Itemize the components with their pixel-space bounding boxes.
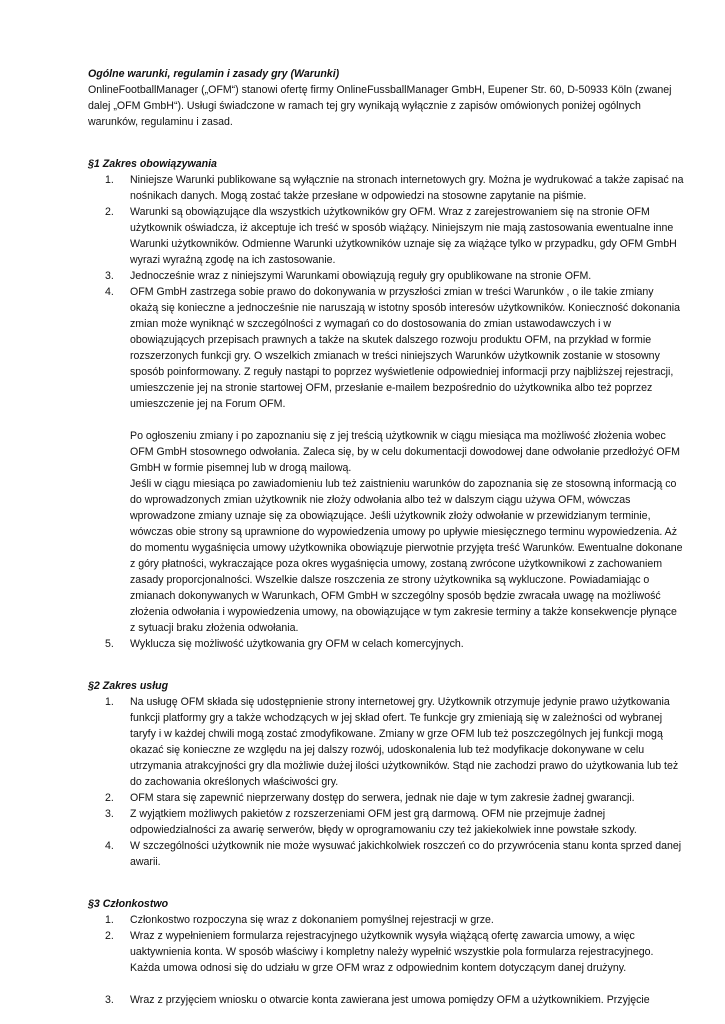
item-number: 3. [105, 808, 114, 820]
item-continuation: Jeśli w ciągu miesiąca po zawiadomieniu lub też zaistnieniu warunków do zapoznania się ze stosowną informacją co do wprowadzonych zmian użytkownik nie złoży odwołania albo też w dalszym ciągu używa OFM, wówczas wprowadzone zmiany uznaje się za obowiązujące. Jeśli użytkownik złoży odwołanie w przewidzianym terminie, wówczas obie strony są uprawnione do wypowiedzenia umowy po upływie miesięcznego terminu wypowiedzenia. Aż do momentu wygaśnięcia umowy użytkownika obowiązuje pierwotnie przyjęta treść Warunków. Ewentualne dokonane z góry płatności, wykraczające poza okres wygaśnięcia umowy, zostaną zwrócone użytkownikowi z zachowaniem zasady proporcjonalności. Wszelkie dalsze roszczenia ze strony użytkownika są wykluczone. Powiadamiając o zmianach dokonywanych w Warunkach, OFM GmbH w szczególny sposób będzie zwracała uwagę na możliwość złożenia odwołania i wypowiedzenia umowy, na obowiązujące w tym zakresie terminy a także konsekwencje płynące z sytuacji braku złożenia odwołania. [130, 478, 683, 634]
item-text: Niniejsze Warunki publikowane są wyłącznie na stronach internetowych gry. Można je wydrukować a także zapisać na nośnikach danych. Mogą zostać także przesłane w odpowiedzi na stosowne zapytanie na piśmie. [130, 174, 684, 202]
section-heading: §1 Zakres obowiązywania [88, 158, 217, 170]
item-number: 2. [105, 792, 114, 804]
list-item [88, 204, 684, 268]
intro-paragraph: OnlineFootballManager („OFM“) stanowi ofertę firmy OnlineFussballManager GmbH, Eupener Str. 60, D-50933 Köln (zwanej dalej „OFM GmbH“). Usługi świadczone w ramach tej gry wynikają wyłącznie z zapisów omówionych poniżej ogólnych warunków, regulaminu i zasad. [88, 84, 672, 128]
item-text: OFM GmbH zastrzega sobie prawo do dokonywania w przyszłości zmian w treści Warunków , o ile takie zmiany okażą się konieczne a jednocześnie nie naruszają w istotny sposób interesów użytkowników. Konieczność dokonania zmian może wyniknąć w szczególności z wymagań co do dostosowania do zmian ustawodawczych i w obowiązujących przepisach prawnych a także na skutek dalszego rozwoju produktu OFM, na przykład w formie rozszerzonych funkcji gry. O wszelkich zmianach w treści niniejszych Warunków użytkownik zostanie w stosowny sposób poinformowany. Z reguły nastąpi to poprzez wyświetlenie odpowiedniej informacji przy najbliższej rejestracji, umieszczenie jej na stronie startowej OFM, przesłanie e-mailem bezpośrednio do użytkownika albo też poprzez umieszczenie jej na Forum OFM. [130, 286, 681, 410]
section-list [88, 912, 684, 1008]
item-number: 3. [105, 994, 114, 1006]
item-number: 4. [105, 840, 114, 852]
list-item [88, 806, 684, 838]
item-text: Warunki są obowiązujące dla wszystkich użytkowników gry OFM. Wraz z zarejestrowaniem się na stronie OFM użytkownik oświadcza, iż akceptuje ich treść w sposób wiążący. Niniejszym nie mają zastosowania ewentualne inne Warunki użytkowników. Odmienne Warunki użytkowników uznaje się za wiążące tylko w przypadku, gdy OFM GmbH wyrazi wyraźną zgodę na ich zastosowanie. [130, 206, 677, 266]
list-item [88, 838, 684, 870]
list-item [88, 790, 684, 806]
section-list [88, 172, 684, 652]
item-number: 4. [105, 286, 114, 298]
item-number: 3. [105, 270, 114, 282]
list-item [88, 268, 684, 284]
item-number: 1. [105, 914, 114, 926]
item-number: 1. [105, 696, 114, 708]
list-item [88, 694, 684, 790]
list-item [88, 912, 684, 928]
item-text: Wraz z przyjęciem wniosku o otwarcie konta zawierana jest umowa pomiędzy OFM a użytkownikiem. Przyjęcie [130, 994, 650, 1006]
item-text: Członkostwo rozpoczyna się wraz z dokonaniem pomyślnej rejestracji w grze. [130, 914, 494, 926]
item-text: OFM stara się zapewnić nieprzerwany dostęp do serwera, jednak nie daje w tym zakresie żadnej gwarancji. [130, 792, 635, 804]
item-text: W szczególności użytkownik nie może wysuwać jakichkolwiek roszczeń co do przywrócenia stanu konta sprzed danej awarii. [130, 840, 682, 868]
item-number: 2. [105, 930, 114, 942]
section-list [88, 694, 684, 870]
section-heading: §2 Zakres usług [88, 680, 169, 692]
item-text: Z wyjątkiem możliwych pakietów z rozszerzeniami OFM jest grą darmową. OFM nie przejmuje żadnej odpowiedzialności za awarię serwerów, błędy w oprogramowaniu czy też jakiekolwiek inne powstałe szkody. [130, 808, 637, 836]
item-text: Wyklucza się możliwość użytkowania gry OFM w celach komercyjnych. [130, 638, 464, 650]
list-item [88, 928, 684, 976]
list-item [88, 172, 684, 204]
item-number: 1. [105, 174, 114, 186]
item-text: Jednocześnie wraz z niniejszymi Warunkami obowiązują reguły gry opublikowane na stronie OFM. [130, 270, 592, 282]
item-number: 5. [105, 638, 114, 650]
item-number: 2. [105, 206, 114, 218]
section-heading: §3 Członkostwo [88, 898, 169, 910]
list-item [88, 636, 684, 652]
document-title: Ogólne warunki, regulamin i zasady gry (Warunki) [88, 68, 340, 80]
item-text: Wraz z wypełnieniem formularza rejestracyjnego użytkownik wysyła wiążącą ofertę zawarcia umowy, a więc uaktywnienia konta. W sposób właściwy i kompletny należy wypełnić wszystkie pola formularza rejestracyjnego. Każda umowa odnosi się do udziału w grze OFM wraz z odpowiednim kontem dotyczącym danej drużyny. [130, 930, 654, 974]
document-page [88, 66, 684, 1008]
item-text: Na usługę OFM składa się udostępnienie strony internetowej gry. Użytkownik otrzymuje jedynie prawo użytkowania funkcji platformy gry a także wchodzących w jej skład ofert. Te funkcje gry zmieniają się w zależności od wybranej taryfy i w każdej chwili mogą zostać zmodyfikowane. Zmiany w grze OFM lub też poszczególnych jej funkcji mogą okazać się konieczne ze względu na jej dalszy rozwój, udoskonalenia lub też modyfikacje dokonywane w celu utrzymania atrakcyjności gry dla możliwie dużej ilości użytkowników. Stąd nie zachodzi prawo do użytkowania lub też do zachowania określonych właściwości gry. [130, 696, 679, 788]
list-item [88, 284, 684, 636]
list-item [88, 992, 684, 1008]
item-continuation: Po ogłoszeniu zmiany i po zapoznaniu się z jej treścią użytkownik w ciągu miesiąca ma możliwość złożenia wobec OFM GmbH stosownego odwołania. Zaleca się, by w celu dokumentacji dowodowej dane odwołanie przedłożyć OFM GmbH w formie pisemnej lub w drogą mailową. [130, 430, 680, 474]
